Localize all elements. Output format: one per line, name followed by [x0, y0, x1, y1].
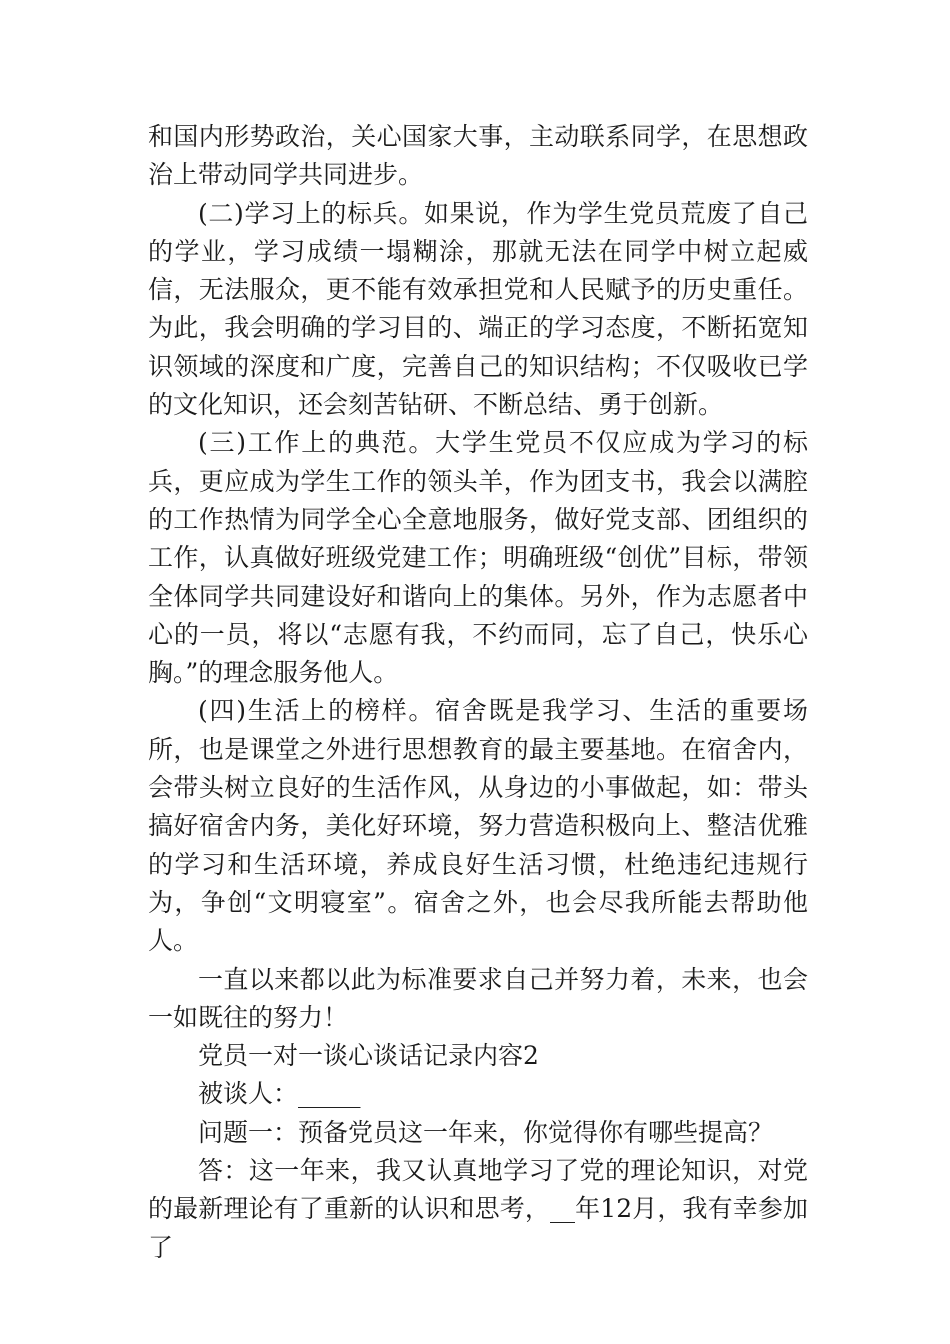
question-one: 问题一：预备党员这一年来，你觉得你有哪些提高？ [198, 1117, 774, 1147]
answer-one: 答：这一年来，我又认真地学习了党的理论知识，对党的最新理论有了重新的认识和思考，__年12月，我有幸参加了 [148, 1156, 808, 1262]
paragraph-work-model: (三)工作上的典范。大学生党员不仅应成为学习的标兵，更应成为学生工作的领头羊，作为团支书，我会以满腔的工作热情为同学全心全意地服务，做好党支部、团组织的工作，认真做好班级党建工作；明确班级“创优”目标，带领全体同学共同建设好和谐向上的集体。另外，作为志愿者中心的一员，将以“志愿有我，不约而同，忘了自己，快乐心胸。”的理念服务他人。 [148, 428, 808, 688]
interviewee-line: 被谈人：_____ [198, 1079, 361, 1109]
paragraph-conclusion: 一直以来都以此为标准要求自己并努力着，未来，也会一如既往的努力！ [148, 964, 808, 1032]
paragraph-study-model: (二)学习上的标兵。如果说，作为学生党员荒废了自己的学业，学习成绩一塌糊涂，那就无法在同学中树立起威信，无法服众，更不能有效承担党和人民赋予的历史重任。为此，我会明确的学习目的、端正的学习态度，不断拓宽知识领域的深度和广度，完善自己的知识结构；不仅吸收已学的文化知识，还会刻苦钻研、不断总结、勇于创新。 [148, 198, 808, 420]
document-body [148, 118, 808, 1267]
paragraph-continuation: 和国内形势政治，关心国家大事，主动联系同学，在思想政治上带动同学共同进步。 [148, 122, 808, 190]
section-title: 党员一对一谈心谈话记录内容2 [198, 1041, 539, 1071]
paragraph-life-model: (四)生活上的榜样。宿舍既是我学习、生活的重要场所，也是课堂之外进行思想教育的最主要基地。在宿舍内，会带头树立良好的生活作风，从身边的小事做起，如：带头搞好宿舍内务，美化好环境，努力营造积极向上、整洁优雅的学习和生活环境，养成良好生活习惯，杜绝违纪违规行为，争创“文明寝室”。宿舍之外，也会尽我所能去帮助他人。 [148, 696, 808, 956]
